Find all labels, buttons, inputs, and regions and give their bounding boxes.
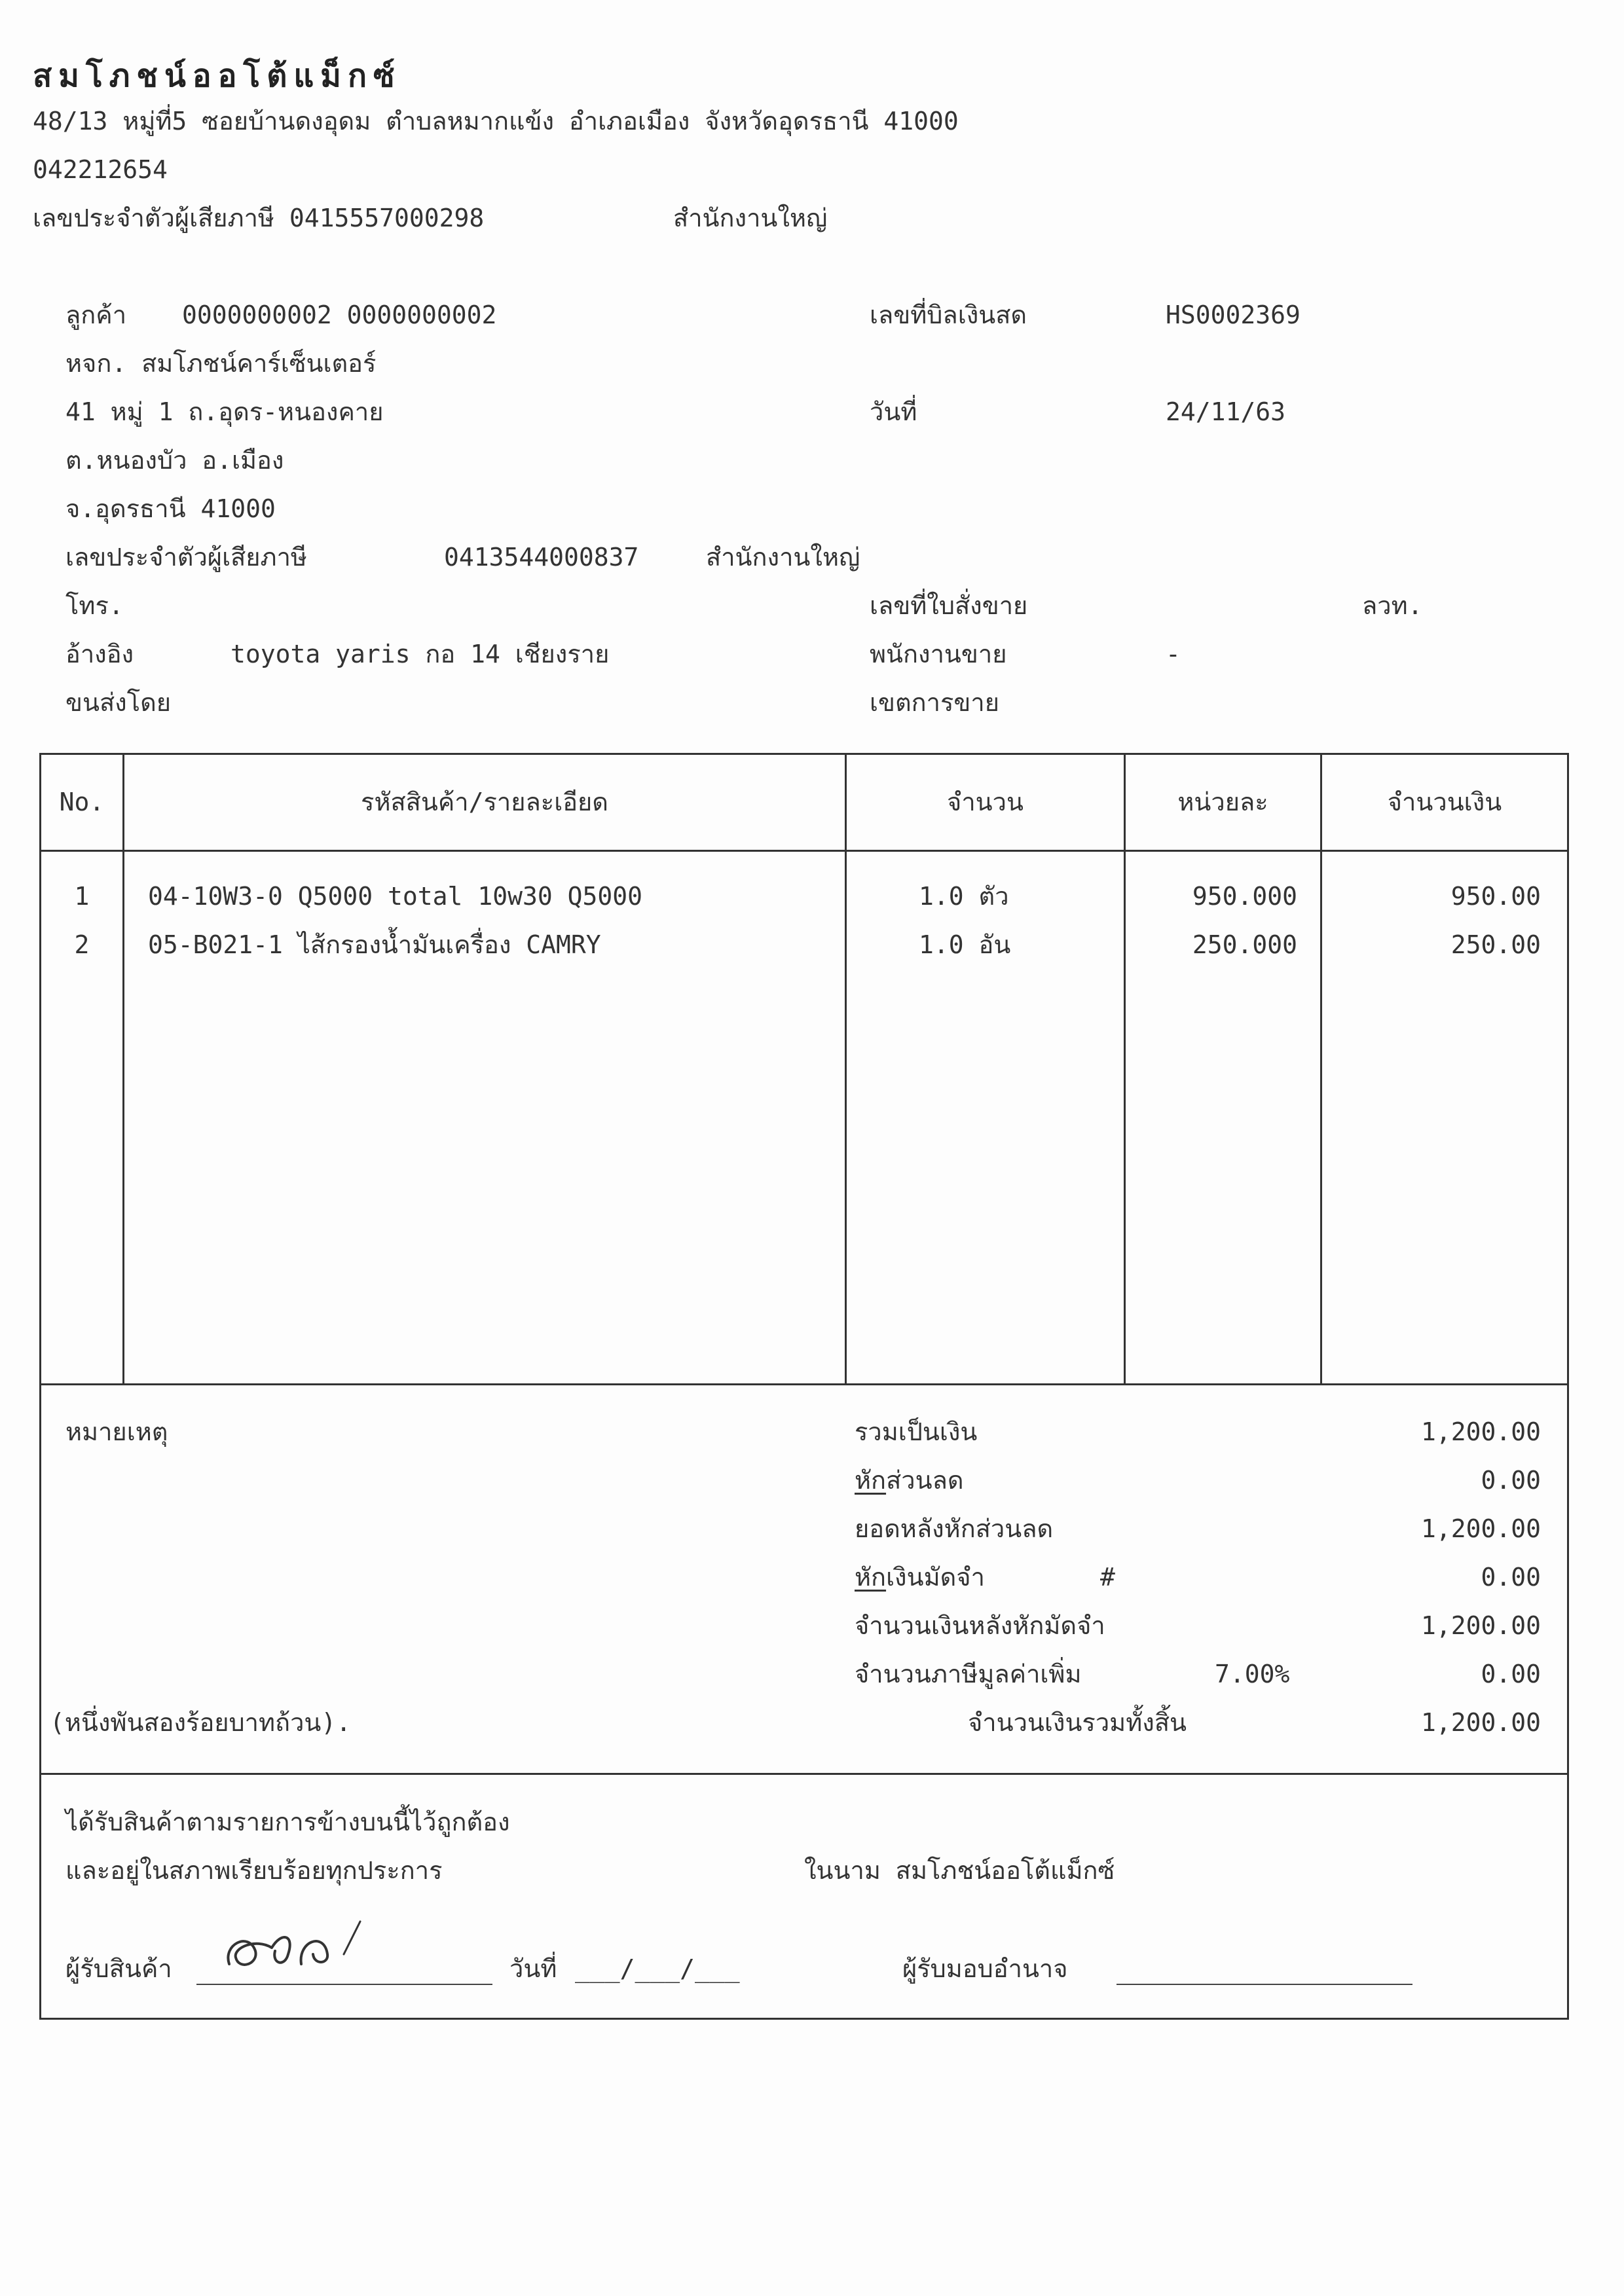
row-amount: 950.00: [1450, 882, 1541, 911]
row-amount: 250.00: [1450, 930, 1541, 959]
salesperson-value: -: [1166, 640, 1181, 668]
bill-date-label: วันที่: [870, 397, 917, 426]
subtotal-label: รวมเป็นเงิน: [855, 1417, 978, 1446]
deposit-value: 0.00: [1481, 1563, 1541, 1592]
row-unit-price: 250.000: [1192, 930, 1297, 959]
row-description: 05-B021-1 ไส้กรองน้ำมันเครื่อง CAMRY: [148, 930, 601, 959]
col-divider-desc: [845, 753, 847, 1385]
bill-date: 24/11/63: [1166, 397, 1286, 426]
received-statement-1: ได้รับสินค้าตามรายการข้างบนนี้ไว้ถูกต้อง: [65, 1808, 510, 1836]
header-amount: จำนวนเงิน: [1387, 788, 1502, 816]
receive-date-label: วันที่: [509, 1954, 557, 1983]
company-address: 48/13 หมู่ที่5 ซอยบ้านดงอุดม ตำบลหมากแข้ง อำเภอเมือง จังหวัดอุดรธานี 41000: [33, 107, 959, 136]
remark-label: หมายเหตุ: [65, 1417, 168, 1446]
row-quantity: 1.0 ตัว: [919, 882, 1009, 911]
subtotal-value: 1,200.00: [1420, 1417, 1541, 1446]
header-description: รหัสสินค้า/รายละเอียด: [361, 788, 608, 816]
total-label: จำนวนเงินรวมทั้งสิ้น: [968, 1708, 1187, 1737]
header-unit-price: หน่วยละ: [1177, 788, 1268, 816]
company-phone: 042212654: [33, 155, 168, 184]
company-tax-id: เลขประจำตัวผู้เสียภาษี 0415557000298: [33, 204, 485, 232]
table-top-border: [39, 753, 1569, 755]
discount-value: 0.00: [1481, 1466, 1541, 1495]
customer-tax-id: 0413544000837: [444, 543, 639, 572]
vat-label: จำนวนภาษีมูลค่าเพิ่ม: [855, 1660, 1082, 1688]
vat-value: 0.00: [1481, 1660, 1541, 1688]
authorized-label: ผู้รับมอบอำนาจ: [902, 1954, 1068, 1983]
amount-in-words: (หนึ่งพันสองร้อยบาทถ้วน).: [50, 1708, 352, 1737]
authorized-signature-line: [1116, 1984, 1412, 1985]
customer-branch: สำนักงานใหญ่: [706, 543, 860, 572]
customer-ship-label: ขนส่งโดย: [65, 688, 172, 717]
deposit-prefix: หัก: [855, 1563, 887, 1592]
vat-rate: 7.00%: [1215, 1660, 1290, 1688]
row-quantity: 1.0 อัน: [919, 930, 1011, 959]
on-behalf-text: ในนาม สมโภชน์ออโต้แม็กซ์: [804, 1856, 1115, 1885]
customer-tax-label: เลขประจำตัวผู้เสียภาษี: [65, 543, 307, 572]
customer-ref-value: toyota yaris กอ 14 เชียงราย: [231, 640, 610, 668]
receive-date-blank: ___/___/___: [575, 1954, 740, 1983]
table-header-divider: [39, 850, 1569, 852]
customer-address-3: จ.อุดรธานี 41000: [65, 494, 276, 523]
table-right-border: [1567, 753, 1569, 2020]
after-discount-label: ยอดหลังหักส่วนลด: [855, 1514, 1054, 1543]
deposit-label: [855, 1562, 985, 1592]
header-quantity: จำนวน: [947, 788, 1024, 816]
row-description: 04-10W3-0 Q5000 total 10w30 Q5000: [148, 882, 642, 911]
footer-bottom-border: [39, 2018, 1569, 2020]
header-no: No.: [59, 788, 105, 816]
bill-no: HS0002369: [1166, 301, 1301, 329]
discount-label-text: ส่วนลด: [886, 1466, 964, 1495]
col-divider-no: [122, 753, 124, 1385]
salesperson-label: พนักงานขาย: [870, 640, 1007, 668]
receiver-signature: [210, 1918, 367, 1990]
customer-address-1: 41 หมู่ 1 ถ.อุดร-หนองคาย: [65, 397, 384, 426]
sales-area-label: เขตการขาย: [870, 688, 999, 717]
deposit-mark: #: [1100, 1563, 1115, 1592]
sales-order-label: เลขที่ใบสั่งขาย: [870, 591, 1028, 620]
receiver-label: ผู้รับสินค้า: [65, 1954, 172, 1983]
company-name: สมโภชน์ออโต้แม็กซ์: [33, 58, 401, 94]
after-discount-value: 1,200.00: [1420, 1514, 1541, 1543]
table-body-bottom-border: [39, 1383, 1569, 1385]
summary-bottom-border: [39, 1773, 1569, 1775]
col-divider-qty: [1124, 753, 1126, 1385]
discount-label: [855, 1465, 964, 1495]
after-deposit-value: 1,200.00: [1420, 1611, 1541, 1640]
bill-no-label: เลขที่บิลเงินสด: [870, 301, 1027, 329]
col-divider-unit: [1320, 753, 1322, 1385]
total-value: 1,200.00: [1420, 1708, 1541, 1737]
customer-phone-label: โทร.: [65, 591, 124, 620]
customer-address-2: ต.หนองบัว อ.เมือง: [65, 446, 284, 475]
received-statement-2: และอยู่ในสภาพเรียบร้อยทุกประการ: [65, 1856, 443, 1885]
deposit-label-text: เงินมัดจำ: [886, 1563, 985, 1592]
sales-order-value: ลวท.: [1362, 591, 1423, 620]
after-deposit-label: จำนวนเงินหลังหักมัดจำ: [855, 1611, 1105, 1640]
company-branch: สำนักงานใหญ่: [673, 204, 828, 232]
customer-label: ลูกค้า: [65, 301, 127, 329]
customer-code: 0000000002 0000000002: [182, 301, 497, 329]
row-no: 2: [74, 930, 90, 959]
customer-ref-label: อ้างอิง: [65, 640, 134, 668]
discount-prefix: หัก: [855, 1466, 887, 1495]
customer-name: หจก. สมโภชน์คาร์เซ็นเตอร์: [65, 349, 377, 378]
row-unit-price: 950.000: [1192, 882, 1297, 911]
row-no: 1: [74, 882, 90, 911]
